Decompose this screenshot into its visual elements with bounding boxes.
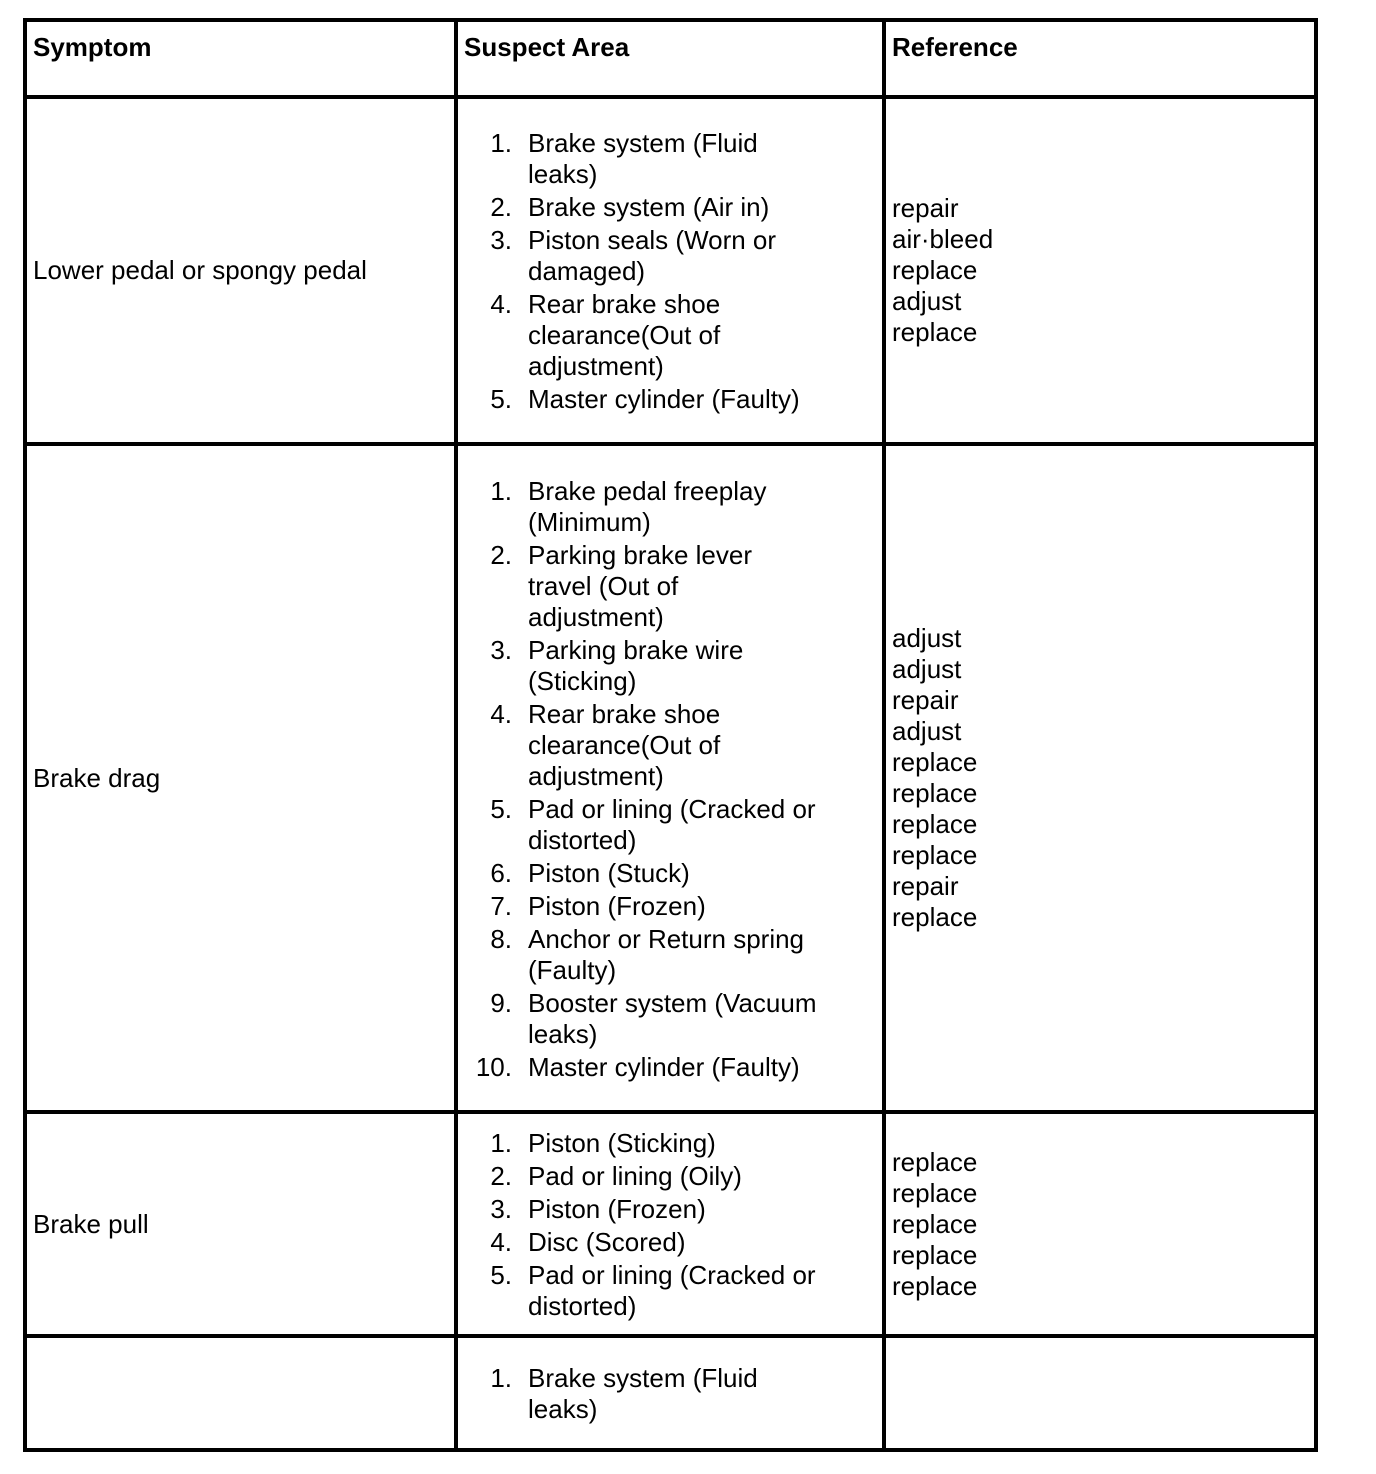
suspect-area-item xyxy=(466,1363,874,1425)
symptom-cell xyxy=(25,97,456,444)
reference-text: adjust xyxy=(892,654,962,684)
reference-cell xyxy=(884,97,1316,444)
suspect-area-number: 3. xyxy=(490,634,512,665)
suspect-area-item xyxy=(466,289,874,382)
suspect-area-text: Anchor or Return spring (Faulty) xyxy=(528,923,805,985)
suspect-area-list xyxy=(466,1363,874,1425)
suspect-area-item xyxy=(466,924,874,986)
suspect-area-text: Piston (Frozen) xyxy=(528,890,706,921)
reference-text: adjust xyxy=(892,286,962,316)
reference-cell xyxy=(884,444,1316,1112)
suspect-area-item xyxy=(466,384,874,415)
suspect-area-item xyxy=(466,858,874,889)
reference-text: replace xyxy=(892,840,978,870)
suspect-area-item xyxy=(466,988,874,1050)
reference-cell xyxy=(884,1336,1316,1450)
suspect-area-number: 6. xyxy=(490,857,512,888)
header-row xyxy=(25,20,1316,97)
reference-text: replace xyxy=(892,747,978,777)
suspect-area-number: 10. xyxy=(475,1051,512,1082)
reference-text: replace xyxy=(892,1146,978,1177)
suspect-area-item xyxy=(466,225,874,287)
reference-text: air·bleed xyxy=(892,224,994,254)
suspect-area-list xyxy=(466,128,874,415)
suspect-area-number: 8. xyxy=(490,923,512,954)
suspect-area-text: Pad or lining (Cracked or distorted) xyxy=(528,793,816,855)
suspect-area-item xyxy=(466,540,874,633)
suspect-area-text: Pad or lining (Oily) xyxy=(528,1161,742,1191)
suspect-area-item xyxy=(466,1227,874,1258)
suspect-area-item xyxy=(466,476,874,538)
table-row xyxy=(25,97,1316,444)
suspect-area-item xyxy=(466,699,874,792)
suspect-area-text: Brake system (Air in) xyxy=(528,192,770,222)
suspect-area-text: Booster system (Vacuum leaks) xyxy=(528,987,817,1049)
suspect-area-text: Master cylinder (Faulty) xyxy=(528,384,800,414)
suspect-area-list xyxy=(466,1128,874,1322)
suspect-area-text: Piston (Frozen) xyxy=(528,1194,706,1224)
suspect-area-number: 3. xyxy=(490,225,512,255)
suspect-area-number: 4. xyxy=(490,1227,512,1257)
reference-text: repair xyxy=(892,871,959,901)
suspect-area-text: Brake system (Fluid leaks) xyxy=(528,128,758,189)
suspect-area-cell xyxy=(456,1336,884,1450)
troubleshooting-table xyxy=(23,18,1318,1452)
suspect-area-number: 9. xyxy=(490,987,512,1018)
suspect-area-text: Piston seals (Worn or damaged) xyxy=(528,225,777,286)
suspect-area-number: 3. xyxy=(490,1194,512,1224)
suspect-area-item xyxy=(466,1260,874,1322)
reference-text: replace xyxy=(892,317,978,347)
reference-text: repair xyxy=(892,193,959,223)
header-reference: Reference xyxy=(884,20,1316,97)
suspect-area-text: Rear brake shoe clearance(Out of adjustment) xyxy=(528,698,721,791)
reference-text: adjust xyxy=(892,716,962,746)
header-suspect-area: Suspect Area xyxy=(456,20,884,97)
reference-text: replace xyxy=(892,1239,978,1270)
reference-text: replace xyxy=(892,809,978,839)
reference-text: replace xyxy=(892,1208,978,1239)
suspect-area-item xyxy=(466,794,874,856)
suspect-area-item xyxy=(466,1052,874,1083)
symptom-cell xyxy=(25,444,456,1112)
suspect-area-text: Brake system (Fluid leaks) xyxy=(528,1363,758,1424)
suspect-area-number: 1. xyxy=(490,475,512,506)
suspect-area-number: 2. xyxy=(490,539,512,570)
suspect-area-text: Disc (Scored) xyxy=(528,1227,686,1257)
suspect-area-number: 4. xyxy=(490,289,512,319)
header-symptom: Symptom xyxy=(25,20,456,97)
suspect-area-number: 2. xyxy=(490,1161,512,1191)
suspect-area-item xyxy=(466,128,874,190)
suspect-area-number: 4. xyxy=(490,698,512,729)
reference-text: adjust xyxy=(892,623,962,653)
table-row xyxy=(25,1112,1316,1336)
table-row xyxy=(25,1336,1316,1450)
symptom-cell xyxy=(25,1336,456,1450)
reference-text: replace xyxy=(892,902,978,932)
suspect-area-text: Master cylinder (Faulty) xyxy=(528,1051,800,1082)
suspect-area-text: Piston (Sticking) xyxy=(528,1128,716,1158)
reference-text: replace xyxy=(892,1177,978,1208)
suspect-area-text: Parking brake lever travel (Out of adjustment) xyxy=(528,539,752,632)
table-row xyxy=(25,444,1316,1112)
suspect-area-cell xyxy=(456,1112,884,1336)
suspect-area-item xyxy=(466,192,874,223)
reference-text: replace xyxy=(892,255,978,285)
suspect-area-item xyxy=(466,891,874,922)
suspect-area-text: Brake pedal freeplay (Minimum) xyxy=(528,475,767,537)
suspect-area-item xyxy=(466,1161,874,1192)
reference-text: replace xyxy=(892,778,978,808)
suspect-area-number: 1. xyxy=(490,128,512,158)
suspect-area-number: 5. xyxy=(490,1260,512,1290)
suspect-area-text: Parking brake wire (Sticking) xyxy=(528,634,744,696)
suspect-area-item xyxy=(466,1194,874,1225)
reference-text: replace xyxy=(892,1270,978,1301)
symptom-text: Brake pull xyxy=(33,1208,149,1239)
suspect-area-number: 2. xyxy=(490,192,512,222)
suspect-area-number: 1. xyxy=(490,1363,512,1393)
suspect-area-item xyxy=(466,635,874,697)
reference-text: repair xyxy=(892,685,959,715)
suspect-area-text: Piston (Stuck) xyxy=(528,857,690,888)
reference-cell xyxy=(884,1112,1316,1336)
suspect-area-number: 5. xyxy=(490,384,512,414)
suspect-area-number: 1. xyxy=(490,1128,512,1158)
symptom-text: Brake drag xyxy=(33,762,161,793)
symptom-text: Lower pedal or spongy pedal xyxy=(33,255,367,285)
suspect-area-cell xyxy=(456,97,884,444)
suspect-area-text: Pad or lining (Cracked or distorted) xyxy=(528,1260,816,1321)
suspect-area-item xyxy=(466,1128,874,1159)
suspect-area-text: Rear brake shoe clearance(Out of adjustment) xyxy=(528,289,721,381)
suspect-area-cell xyxy=(456,444,884,1112)
suspect-area-number: 5. xyxy=(490,793,512,824)
suspect-area-list xyxy=(466,476,874,1083)
suspect-area-number: 7. xyxy=(490,890,512,921)
symptom-cell xyxy=(25,1112,456,1336)
table-body xyxy=(25,97,1316,1450)
